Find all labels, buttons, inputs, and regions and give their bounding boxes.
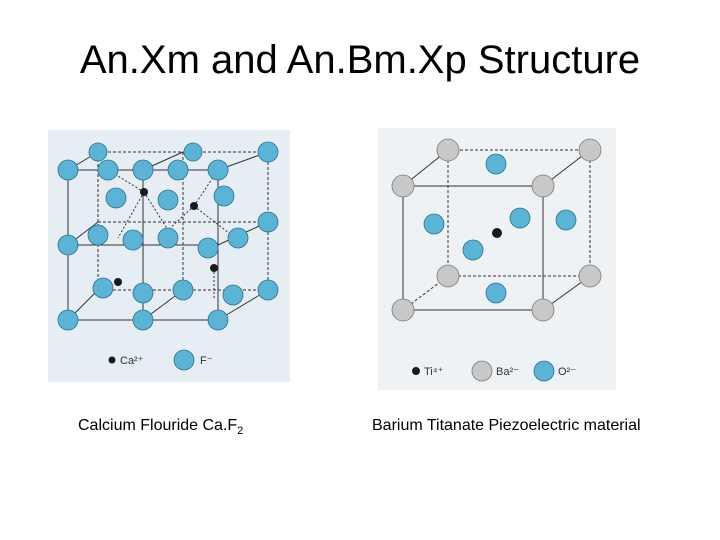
slide-title: An.Xm and An.Bm.Xp Structure: [79, 38, 641, 82]
titanium-ion: [492, 228, 502, 238]
titanium-legend-label: Ti⁴⁺: [424, 366, 444, 378]
barium-titanate-diagram: [378, 128, 616, 390]
calcium-fluoride-diagram: [48, 130, 290, 382]
fluoride-legend-icon: [174, 350, 194, 370]
calcium-fluoride-caption: [78, 417, 243, 437]
caption-subscript: 2: [237, 425, 244, 438]
barium-titanate-caption: Barium Titanate Piezoelectric material: [372, 417, 641, 434]
caption-text: Calcium Flouride Ca.F: [78, 417, 238, 434]
calcium-legend-icon: [109, 357, 116, 364]
calcium-legend-label: Ca²⁺: [120, 355, 144, 367]
barium-legend-label: Ba²⁻: [496, 366, 519, 378]
oxygen-legend-label: O²⁻: [558, 366, 577, 378]
barium-legend-icon: [472, 361, 492, 381]
titanium-legend-icon: [412, 367, 420, 375]
oxygen-legend-icon: [534, 361, 554, 381]
fluoride-legend-label: F⁻: [200, 355, 213, 367]
